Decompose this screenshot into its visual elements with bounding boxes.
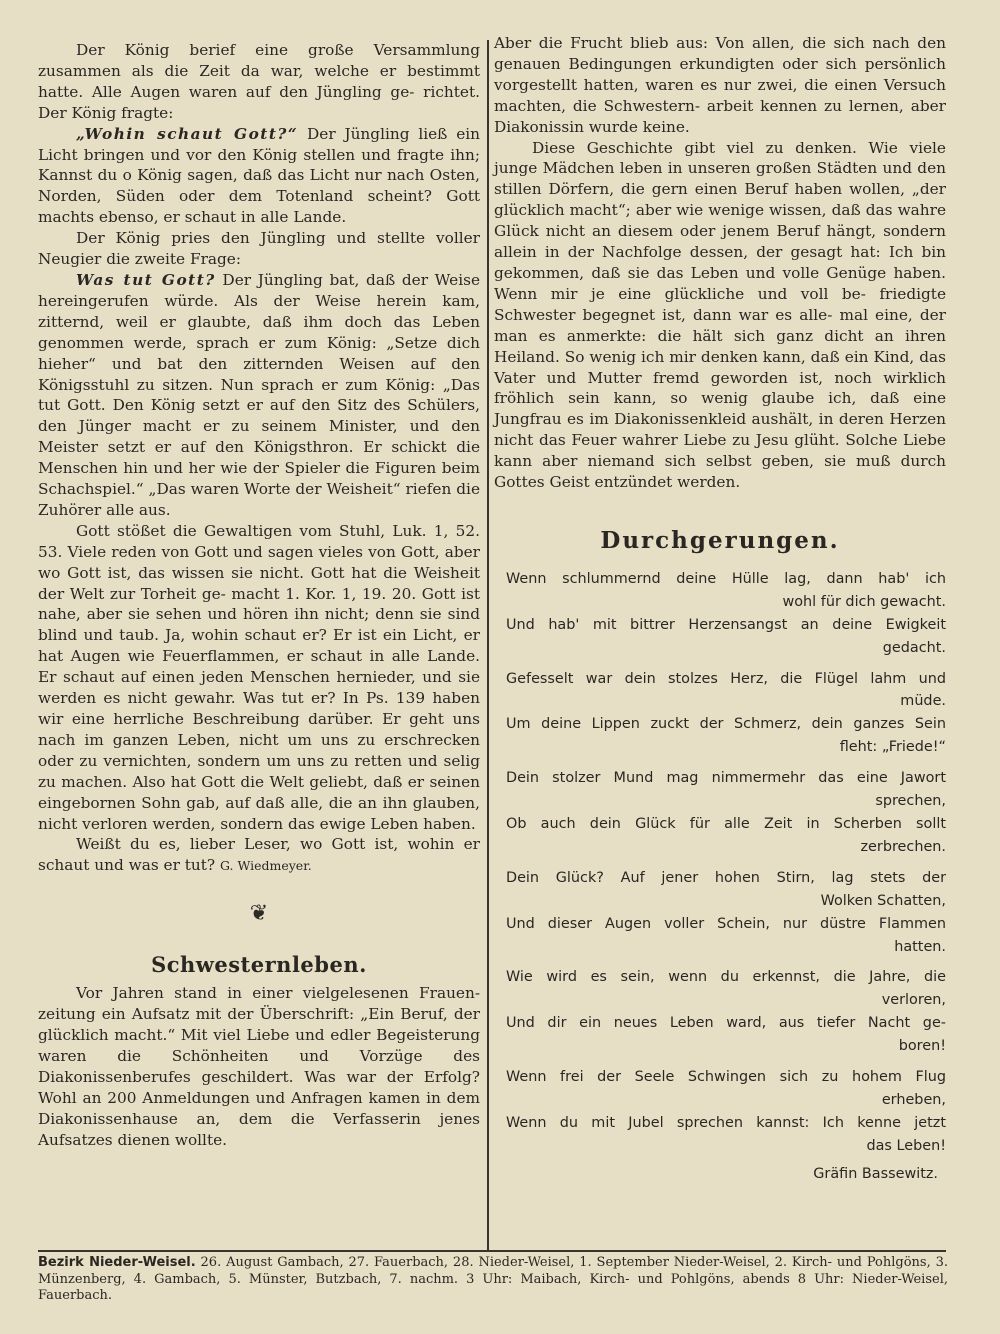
footer-label: Bezirk Nieder-Weisel. <box>38 1255 196 1270</box>
right-column <box>494 33 946 1182</box>
left-paragraph-5: Gott stößet die Gewaltigen vom Stuhl, Luk. 1, 52. 53. Viele reden von Gott und sagen vieles von Gott, aber wo Gott ist, das wissen sie nicht. Gott hat die Weisheit der Welt zur Torheit ge- macht 1. Kor. 1, 19. 20. Gott ist nahe, aber sie sehen und hören ihn nicht; denn sie sind blind und taub. Ja, wohin schaut er? Er ist ein Licht, er hat Augen wie Feuerflammen, er schaut in alle Lande. Er schaut auf einen jeden Menschen hernieder, und sie werden es nicht gewahr. Was tut er? In Ps. 139 haben wir eine herrliche Beschreibung darüber. Er geht uns nach im ganzen Leben, nicht um uns zu erschrecken oder zu vernichten, sondern um uns zu retten und selig zu machen. Also hat Gott die Welt geliebt, daß er seinen eingebornen Sohn gab, auf daß alle, die an ihn glauben, nicht verloren werden, sondern das ewige Leben haben. <box>38 521 480 833</box>
poem-line: Wenn frei der Seele Schwingen sich zu hohem Flug erheben, <box>506 1069 946 1108</box>
poem <box>494 568 946 1182</box>
heading-durchgerungen: Durchgerungen. <box>600 526 840 554</box>
poem-verse <box>506 668 946 760</box>
poem-verse <box>506 568 946 660</box>
poem-line: Um deine Lippen zuckt der Schmerz, dein ganzes Sein fleht: „Friede!“ <box>506 716 946 756</box>
poem-line: Und dir ein neues Leben ward, aus tiefer Nacht ge- boren! <box>506 1015 946 1055</box>
footer-schedule <box>38 1255 948 1305</box>
poem-line: Wie wird es sein, wenn du erkennst, die Jahre, die verloren, <box>506 969 946 1009</box>
poem-verse <box>506 1066 946 1158</box>
left-paragraph-2 <box>38 124 480 229</box>
poem-line: Und dieser Augen voller Schein, nur düstre Flammen hatten. <box>506 915 946 955</box>
footer-divider <box>38 1250 946 1252</box>
left-paragraph-4-text: Der Jüngling bat, daß der Weise hereingerufen würde. Als der Weise herein kam, zitternd, weil er glaubte, daß ihm doch das Leben genommen werde, sprach er zum König: „Setze dich hieher“ und bat den zitternden Weisen auf den Königsstuhl zu sitzen. Nun sprach er zum König: „Das tut Gott. Den König setzt er auf den Sitz des Schülers, den Jünger macht er zu seinem Minister, und den Meister setzt er auf den Königsthron. Er schickt die Menschen hin und her wie der Spieler die Figuren beim Schachspiel.“ „Das waren Worte der Weisheit“ riefen die Zuhörer alle aus. <box>38 270 480 519</box>
poem-line: Dein Glück? Auf jener hohen Stirn, lag stets der Wolken Schatten, <box>506 869 946 909</box>
poem-author: Gräfin Bassewitz. <box>813 1165 938 1182</box>
footer-text: 26. August Gambach, 27. Fauerbach, 28. Nieder-Weisel, 1. September Nieder-Weisel, 2. Kirch- und Pohlgöns, 3. Münzenberg, 4. Gambach, 5. Münster, Butzbach, 7. nachm. 3 Uhr: Maibach, Kirch- und Pohlgöns, abends 8 Uhr: Nieder-Weisel, Fauerbach. <box>38 1255 948 1303</box>
ornament-icon: ❦ <box>249 901 269 927</box>
heading-schwesternleben: Schwesternleben. <box>151 952 367 978</box>
left-paragraph-3: Der König pries den Jüngling und stellte voller Neugier die zweite Frage: <box>38 229 480 269</box>
poem-line: Gefesselt war dein stolzes Herz, die Flügel lahm und müde. <box>506 670 946 710</box>
left-column <box>38 40 480 1151</box>
question-wohin: „Wohin schaut Gott?“ <box>76 124 299 143</box>
left-paragraph-6 <box>38 834 480 877</box>
author-wiedmeyer: G. Wiedmeyer. <box>219 858 312 874</box>
poem-line: Wenn du mit Jubel sprechen kannst: Ich kenne jetzt das Leben! <box>506 1114 946 1154</box>
poem-line: Ob auch dein Glück für alle Zeit in Scherben sollt zerbrechen. <box>506 816 946 855</box>
right-paragraph-1: Aber die Frucht blieb aus: Von allen, die sich nach den genauen Bedingungen erkundigten oder sich persönlich vorgestellt hatten, waren es nur zwei, die einen Versuch machten, die Schwestern- arbeit kennen zu lernen, aber Diakonissin wurde keine. <box>494 34 946 136</box>
poem-line: Wenn schlummernd deine Hülle lag, dann hab' ich wohl für dich gewacht. <box>506 570 946 610</box>
column-divider <box>487 40 489 1250</box>
left-paragraph-4 <box>38 270 480 521</box>
left-paragraph-7: Vor Jahren stand in einer vielgelesenen Frauen- zeitung ein Aufsatz mit der Überschrift: „Ein Beruf, der glücklich macht.“ Mit viel Liebe und edler Begeisterung waren die Schönheiten und Vorzüge des Diakonissenberufes geschildert. Was war der Erfolg? Wohl an 200 Anmeldungen und Anfragen kamen in dem Diakonissenhause an, dem die Verfasserin jenes Aufsatzes dienen wollte. <box>38 984 480 1149</box>
question-was: Was tut Gott? <box>76 270 216 289</box>
left-paragraph-1: Der König berief eine große Versammlung zusammen als die Zeit da war, welche er bestimmt hatte. Alle Augen waren auf den Jüngling ge- richtet. Der König fragte: <box>38 41 480 122</box>
poem-line: Und hab' mit bittrer Herzensangst an deine Ewigkeit gedacht. <box>506 616 946 656</box>
left-paragraph-2-text: Der Jüngling ließ ein Licht bringen und vor den König stellen und fragte ihn; Kannst du o König sagen, daß das Licht nur nach Osten, Norden, Süden oder dem Totenland scheint? Gott machts ebenso, er schaut in alle Lande. <box>38 124 480 227</box>
poem-verse <box>506 867 946 959</box>
poem-verse <box>506 767 946 859</box>
poem-verse <box>506 966 946 1058</box>
poem-line: Dein stolzer Mund mag nimmermehr das eine Jawort sprechen, <box>506 770 946 810</box>
right-paragraph-2: Diese Geschichte gibt viel zu denken. Wie viele junge Mädchen leben in unseren großen Städten und den stillen Dörfern, die gern einen Beruf haben wollen, „der glücklich macht“; aber wie wenige wissen, daß das wahre Glück nicht an diesem oder jenem Beruf hängt, sondern allein in der Nachfolge dessen, der gesagt hat: Ich bin gekommen, daß sie das Leben und volle Genüge haben. Wenn mir je eine glückliche und voll be- friedigte Schwester begegnet ist, dann war es alle- mal eine, der man es anmerkte: die hält sich ganz dicht an ihren Heiland. So wenig ich mir denken kann, daß ein Kind, das Vater und Mutter fremd geworden ist, noch wirklich fröhlich sein kann, so wenig glaube ich, daß eine Jungfrau es im Diakonissenkleid aushält, in deren Herzen nicht das Feuer wahrer Liebe zu Jesu glüht. Solche Liebe kann aber niemand sich selbst geben, sie muß durch Gottes Geist entzündet werden. <box>494 138 946 492</box>
left-paragraph-6-text: Weißt du es, lieber Leser, wo Gott ist, wohin er schaut und was er tut? <box>38 835 480 875</box>
